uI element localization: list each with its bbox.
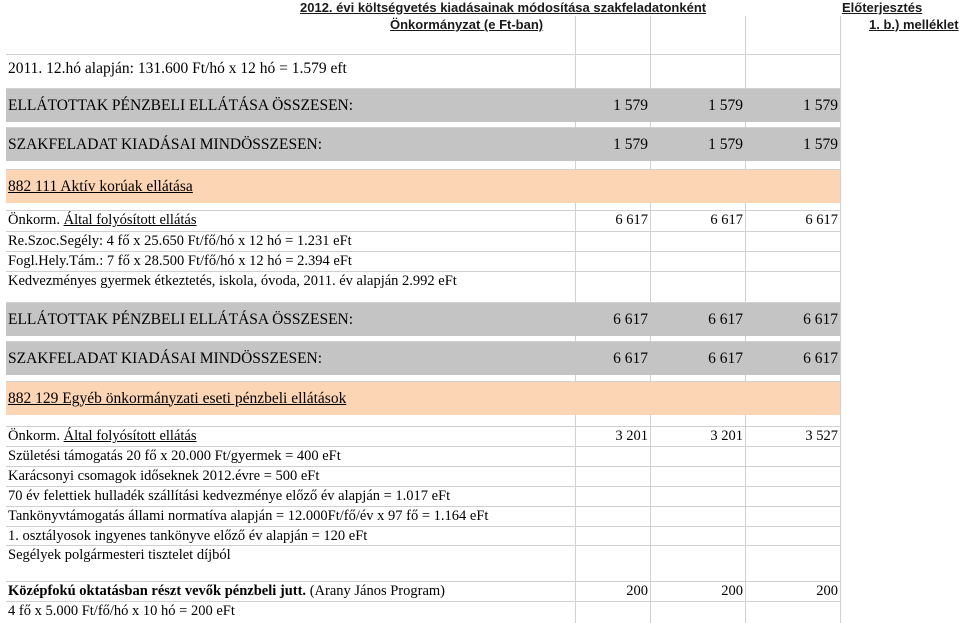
detail-text: Kedvezményes gyermek étkeztetés, iskola, óvoda, 2011. év alapján 2.992 eFt <box>8 273 457 289</box>
value-modified: 1 579 <box>708 96 743 114</box>
value-modified: 1 579 <box>708 135 743 153</box>
value-proposed: 1 579 <box>803 135 838 153</box>
detail-text: 1. osztályosok ingyenes tankönyve előző év alapján = 120 eFt <box>8 528 368 544</box>
value-proposed: 6 617 <box>803 349 838 367</box>
detail-text: Karácsonyi csomagok időseknek 2012.évre = 500 eFt <box>8 468 320 484</box>
detail-row <box>6 486 840 506</box>
value-original: 6 617 <box>615 212 648 228</box>
value-original: 6 617 <box>613 349 648 367</box>
detail-text: Fogl.Hely.Tám.: 7 fő x 28.500 Ft/fő/hó x 12 hó = 2.394 eFt <box>8 253 352 269</box>
detail-row <box>6 466 840 486</box>
value-original: 1 579 <box>613 135 648 153</box>
value-modified: 3 201 <box>710 428 743 444</box>
row-label: ELLÁTOTTAK PÉNZBELI ELLÁTÁSA ÖSSZESEN: <box>8 96 354 114</box>
onkorm-label: Által folyósított ellátás <box>63 212 197 228</box>
detail-row <box>6 446 840 466</box>
program-label: Középfokú oktatásban részt vevők pénzbeli jutt. <box>8 583 307 599</box>
document-title: 2012. évi költségvetés kiadásainak módosítása szakfeladatonként <box>300 0 707 15</box>
detail-text: Tankönyvtámogatás állami normatíva alapján = 12.000Ft/fő/év x 97 fő = 1.164 eFt <box>8 508 489 524</box>
value-modified: 6 617 <box>708 349 743 367</box>
detail-row <box>6 526 840 546</box>
program-sublabel: (Arany János Program) <box>306 583 445 599</box>
detail-text: Segélyek polgármesteri tisztelet díjból <box>8 547 231 563</box>
proposal-label: Előterjesztés <box>842 0 923 15</box>
value-original: 3 201 <box>615 428 648 444</box>
detail-row <box>6 506 840 526</box>
section-title-row <box>6 381 840 415</box>
onkorm-prefix: Önkorm. <box>8 212 64 228</box>
detail-row <box>6 271 840 291</box>
detail-text: Születési támogatás 20 fő x 20.000 Ft/gyermek = 400 eFt <box>8 448 341 464</box>
value-modified: 6 617 <box>710 212 743 228</box>
detail-row <box>6 231 840 251</box>
row-label: SZAKFELADAT KIADÁSAI MINDÖSSZESEN: <box>8 349 323 367</box>
section-title: 882 129 Egyéb önkormányzati eseti pénzbeli ellátások <box>8 389 347 407</box>
note-text: 2011. 12.hó alapján: 131.600 Ft/hó x 12 hó = 1.579 eft <box>8 59 347 77</box>
value-modified: 200 <box>721 583 743 599</box>
value-proposed: 3 527 <box>805 428 838 444</box>
annex-label: 1. b.) melléklet <box>869 17 959 32</box>
detail-row <box>6 251 840 271</box>
document-subtitle: Önkormányzat (e Ft-ban) <box>390 17 544 32</box>
detail-row <box>6 601 840 621</box>
value-proposed: 1 579 <box>803 96 838 114</box>
value-original: 6 617 <box>613 310 648 328</box>
onkorm-label: Által folyósított ellátás <box>63 428 197 444</box>
onkorm-row <box>6 426 840 446</box>
detail-text: Re.Szoc.Segély: 4 fő x 25.650 Ft/fő/hó x 12 hó = 1.231 eFt <box>8 233 352 249</box>
value-proposed: 6 617 <box>803 310 838 328</box>
row-label: ELLÁTOTTAK PÉNZBELI ELLÁTÁSA ÖSSZESEN: <box>8 310 354 328</box>
total-expenses-row <box>6 127 840 161</box>
value-proposed: 200 <box>816 583 838 599</box>
note-row <box>6 54 840 82</box>
total-benefits-row <box>6 302 840 336</box>
row-label: SZAKFELADAT KIADÁSAI MINDÖSSZESEN: <box>8 135 323 153</box>
detail-row <box>6 545 840 565</box>
onkorm-row <box>6 210 840 230</box>
section-title-row <box>6 169 840 203</box>
total-benefits-row <box>6 88 840 122</box>
detail-text: 4 fő x 5.000 Ft/fő/hó x 10 hó = 200 eFt <box>8 603 235 619</box>
onkorm-prefix: Önkorm. <box>8 428 64 444</box>
section-title: 882 111 Aktív korúak ellátása <box>8 177 193 195</box>
program-row <box>6 581 840 601</box>
value-original: 200 <box>626 583 648 599</box>
value-original: 1 579 <box>613 96 648 114</box>
total-expenses-row <box>6 341 840 375</box>
grid-line <box>840 16 841 623</box>
detail-text: 70 év felettiek hulladék szállítási kedvezménye előző év alapján = 1.017 eFt <box>8 488 451 504</box>
value-proposed: 6 617 <box>805 212 838 228</box>
value-modified: 6 617 <box>708 310 743 328</box>
